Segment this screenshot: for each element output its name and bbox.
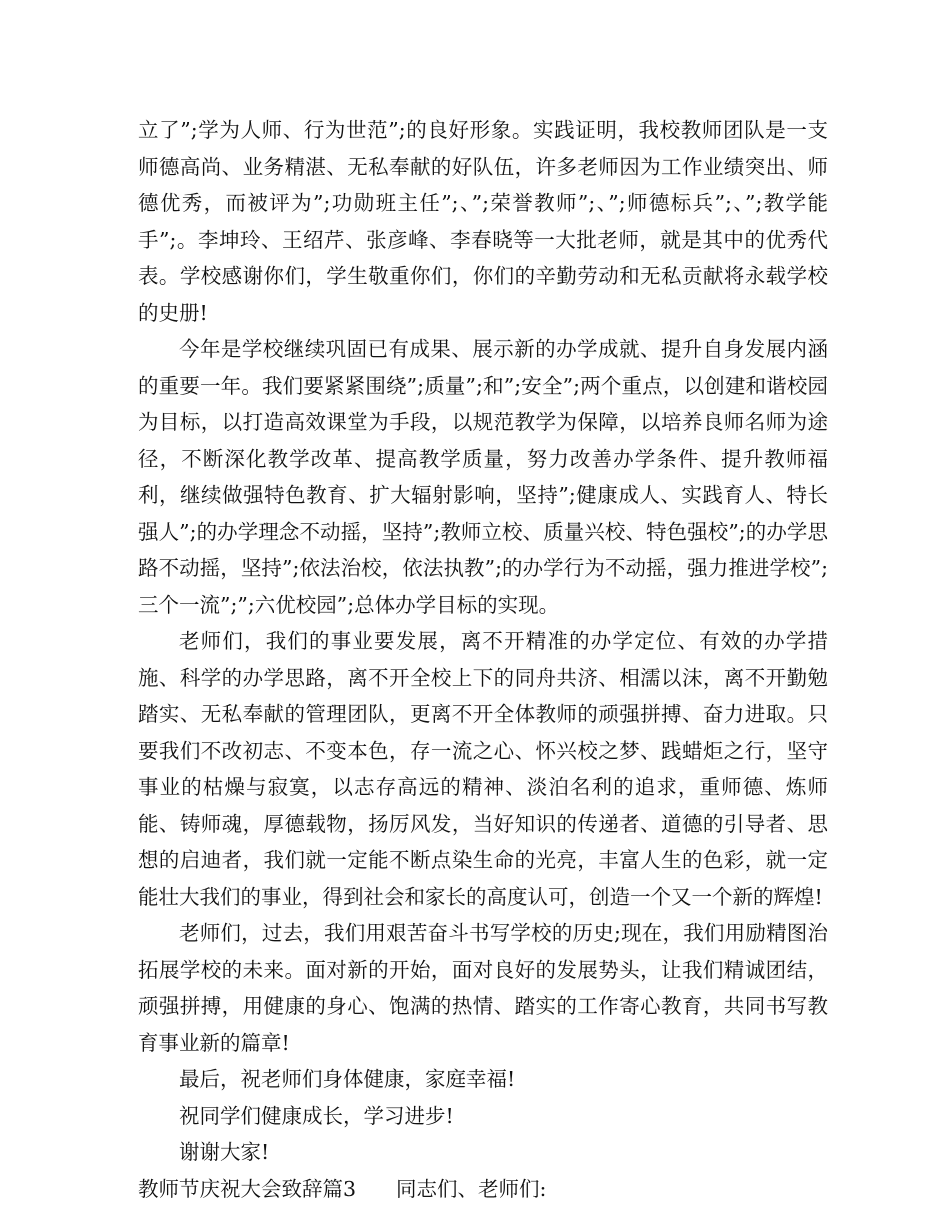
closing-wishes-students: 祝同学们健康成长，学习进步! [179,1103,454,1128]
document-body [138,112,828,1207]
paragraph-future: 老师们，过去，我们用艰苦奋斗书写学校的历史;现在，我们用励精图治拓展学校的未来。面对新的开始，面对良好的发展势头，让我们精诚团结，顽强拼搏，用健康的身心、饱满的热情、踏实的工作寄心教育，共同书写教育事业新的篇章! [138,921,828,1055]
paragraph-continued: 立了”;学为人师、行为世范”;的良好形象。实践证明，我校教师团队是一支师德高尚、业务精湛、无私奉献的好队伍，许多老师因为工作业绩突出、师德优秀，而被评为”;功勋班主任”;、”;荣誉教师”;、”;师德标兵”;、”;教学能手”;。李坤玲、王绍芹、张彦峰、李春晓等一大批老师，就是其中的优秀代表。学校感谢你们，学生敬重你们，你们的辛勤劳动和无私贡献将永载学校的史册! [138,118,828,325]
section-heading-line [138,1171,828,1208]
closing-wishes-teachers: 最后，祝老师们身体健康，家庭幸福! [179,1067,516,1091]
section-title: 教师节庆祝大会致辞篇3 [138,1176,357,1201]
paragraph-development: 老师们，我们的事业要发展，离不开精准的办学定位、有效的办学措施、科学的办学思路，离不开全校上下的同舟共济、相濡以沫，离不开勤勉踏实、无私奉献的管理团队，更离不开全体教师的顽强拼搏、奋力进取。只要我们不改初志、不变本色，存一流之心、怀兴校之梦、践蜡炬之行，坚守事业的枯燥与寂寞，以志存高远的精神、淡泊名利的追求，重师德、炼师能、铸师魂，厚德载物，扬厉风发，当好知识的传递者、道德的引导者、思想的启迪者，我们就一定能不断点染生命的光亮，丰富人生的色彩，就一定能壮大我们的事业，得到社会和家长的高度认可，创造一个又一个新的辉煌! [138,629,828,909]
closing-thanks: 谢谢大家! [179,1140,270,1164]
salutation: 同志们、老师们: [396,1176,547,1201]
paragraph-goals: 今年是学校继续巩固已有成果、展示新的办学成就、提升自身发展内涵的重要一年。我们要紧紧围绕”;质量”;和”;安全”;两个重点，以创建和谐校园为目标，以打造高效课堂为手段，以规范教学为保障，以培养良师名师为途径，不断深化教学改革、提高教学质量，努力改善办学条件、提升教师福利，继续做强特色教育、扩大辐射影响，坚持”;健康成人、实践育人、特长强人”;的办学理念不动摇，坚持”;教师立校、质量兴校、特色强校”;的办学思路不动摇，坚持”;依法治校，依法执教”;的办学行为不动摇，强力推进学校”;三个一流”;”;六优校园”;总体办学目标的实现。 [138,337,828,617]
